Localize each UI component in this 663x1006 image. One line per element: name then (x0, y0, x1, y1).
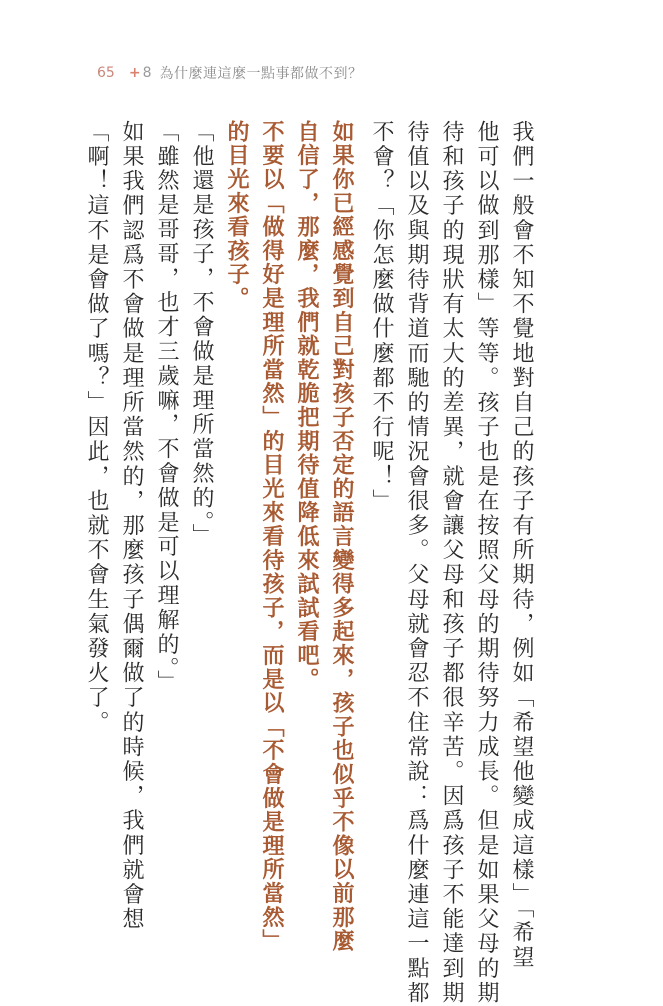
chapter-number: 8 (142, 65, 152, 81)
plus-icon: + (128, 65, 141, 81)
running-header (97, 62, 362, 84)
paragraph-1-line-1: 我們一般會不知不覺地對自己的孩子有所期待，例如「希望他變成這樣」「希望 (509, 120, 534, 970)
page-number: 65 (97, 65, 115, 81)
paragraph-1-line-5: 不會？「你怎麼做什麼都不行呢！」 (369, 120, 394, 514)
highlight-line-3: 不要以「做得好是理所當然」的目光來看待孩子，而是以「不會做是理所當然」 (259, 120, 284, 953)
paragraph-2-line-1: 如果我們認爲不會做是理所當然的，那麼孩子偶爾做了的時候，我們就會想 (119, 120, 144, 932)
highlight-line-1: 如果你已經感覺到自己對孩子否定的語言變得多起來，孩子也似乎不像以前那麼 (329, 120, 354, 953)
chapter-title: 為什麼連這麼一點事都做不到？ (159, 66, 363, 82)
page-body (75, 120, 565, 1006)
highlight-line-4: 的目光來看孩子。 (224, 120, 249, 311)
highlight-line-2: 自信了，那麼，我們就乾脆把期待值降低來試試看吧。 (294, 120, 319, 692)
paragraph-1-line-3: 待和孩子的現狀有太大的差異，就會讓父母和孩子都很辛苦。因爲孩子不能達到期 (439, 120, 464, 1006)
paragraph-1-line-2: 他可以做到那樣」等等。孩子也是在按照父母的期待努力成長。但是如果父母的期 (474, 120, 499, 1006)
quote-line-1: 「他還是孩子，不會做是理所當然的。」 (189, 120, 214, 549)
paragraph-1-line-4: 待值以及與期待背道而馳的情況會很多。父母就會忍不住常說：爲什麼連這一點都 (404, 120, 429, 1006)
paragraph-2-line-2: 「啊！這不是會做了嗎？」因此，也就不會生氣發火了。 (84, 120, 109, 735)
quote-line-2: 「雖然是哥哥，也才三歲嘛，不會做是可以理解的。」 (154, 120, 179, 695)
